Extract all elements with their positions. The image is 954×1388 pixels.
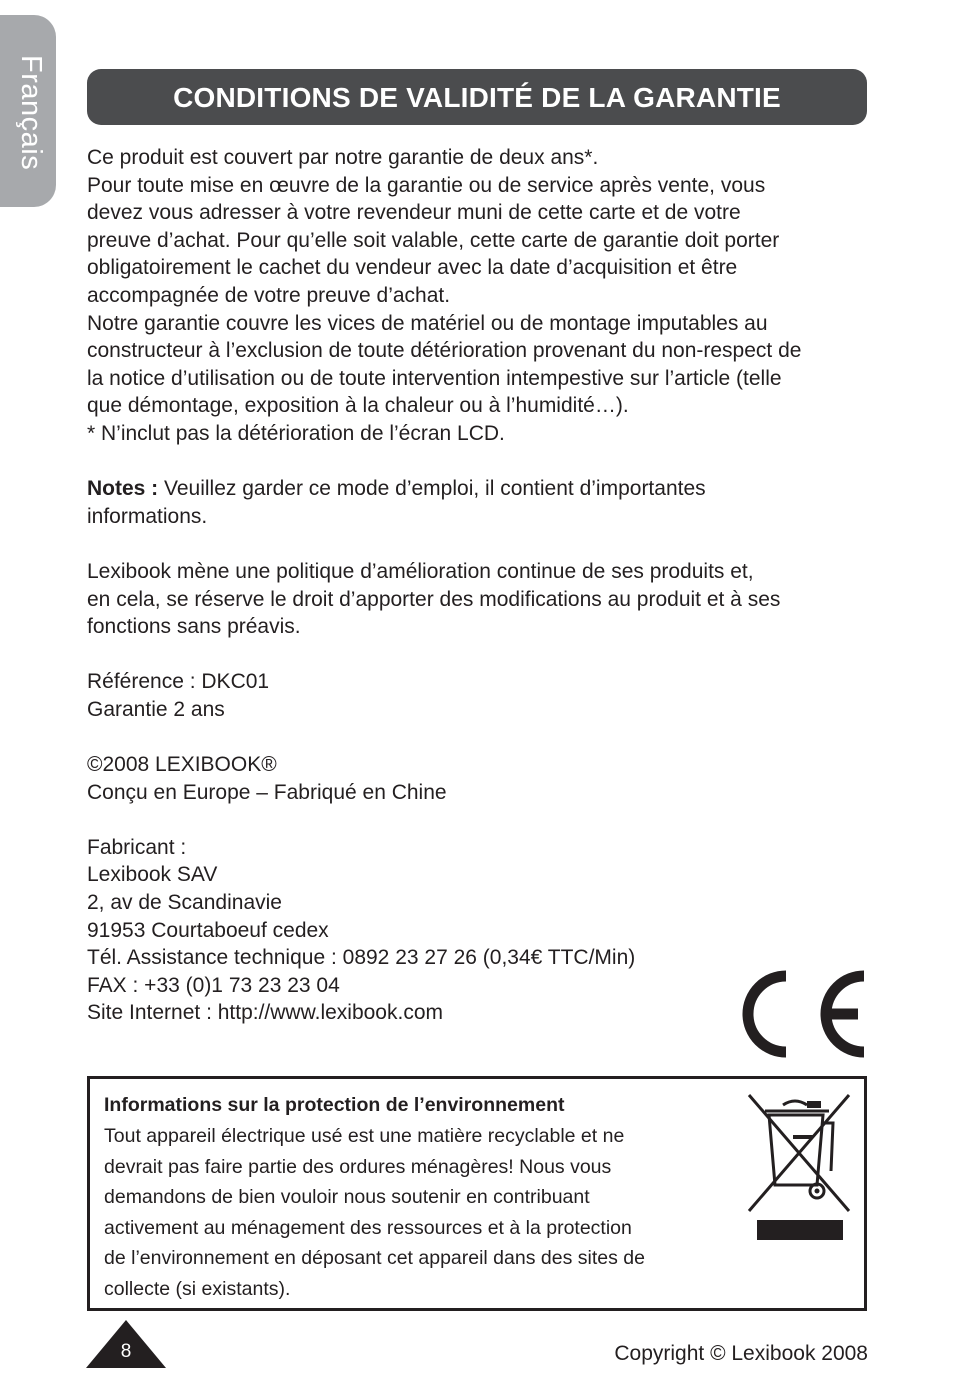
policy-line: fonctions sans préavis. (87, 615, 301, 639)
warranty-line: que démontage, exposition à la chaleur ou à l’humidité…). (87, 394, 629, 418)
warranty-line: obligatoirement le cachet du vendeur avec la date d’acquisition et être (87, 256, 738, 280)
warranty-line: Notre garantie couvre les vices de matériel ou de montage imputables au (87, 311, 768, 335)
environment-line: de l’environnement en déposant cet appareil dans des sites de (104, 1247, 645, 1269)
page-number: 8 (120, 1341, 132, 1362)
origin-made: Conçu en Europe – Fabriqué en Chine (87, 780, 447, 804)
reference-section (87, 668, 887, 723)
manufacturer-line: FAX : +33 (0)1 73 23 23 04 (87, 973, 340, 997)
warranty-line: constructeur à l’exclusion de toute détérioration provenant du non-respect de (87, 339, 802, 363)
title-bar (87, 69, 867, 125)
warranty-section (87, 144, 887, 448)
notes-section (87, 475, 887, 530)
environment-line: collecte (si existants). (104, 1277, 291, 1300)
environment-heading: Informations sur la protection de l’environnement (104, 1094, 565, 1116)
policy-line: en cela, se réserve le droit d’apporter des modifications au produit et à ses (87, 587, 781, 611)
manufacturer-line: 91953 Courtaboeuf cedex (87, 918, 329, 942)
notes-text: informations. (87, 504, 208, 528)
warranty-line: devez vous adresser à votre revendeur muni de cette carte et de votre (87, 201, 741, 225)
body-text (87, 144, 887, 1027)
environment-text (104, 1091, 714, 1304)
policy-line: Lexibook mène une politique d’amélioration continue de ses produits et, (87, 559, 754, 583)
warranty-line: Ce produit est couvert par notre garantie de deux ans*. (87, 146, 599, 169)
environment-line: activement au ménagement des ressources et à la protection (104, 1216, 632, 1239)
reference-text: Référence : DKC01 (87, 670, 270, 694)
warranty-line: Pour toute mise en œuvre de la garantie ou de service après vente, vous (87, 173, 766, 197)
page-title: CONDITIONS DE VALIDITÉ DE LA GARANTIE (173, 82, 781, 113)
warranty-line: la notice d’utilisation ou de toute intervention intempestive sur l’article (telle (87, 366, 782, 390)
environment-line: devrait pas faire partie des ordures ménagères! Nous vous (104, 1155, 612, 1178)
language-tab-label: Français (15, 55, 47, 171)
policy-section (87, 558, 887, 641)
environment-box (87, 1076, 867, 1311)
origin-section (87, 751, 887, 806)
footer-copyright: Copyright © Lexibook 2008 (614, 1342, 868, 1365)
guarantee-text: Garantie 2 ans (87, 697, 225, 721)
notes-label: Notes : (87, 477, 159, 501)
manufacturer-line: Lexibook SAV (87, 863, 218, 887)
ce-mark-icon (740, 968, 870, 1060)
notes-text: Veuillez garder ce mode d’emploi, il contient d’importantes (158, 477, 706, 501)
manufacturer-line: Tél. Assistance technique : 0892 23 27 26 (0,34€ TTC/Min) (87, 946, 636, 970)
environment-line: Tout appareil électrique usé est une matière recyclable et ne (104, 1125, 625, 1147)
warranty-line: preuve d’achat. Pour qu’elle soit valable, cette carte de garantie doit porter (87, 228, 780, 252)
manufacturer-line: 2, av de Scandinavie (87, 891, 282, 915)
environment-line: demandons de bien vouloir nous soutenir en contribuant (104, 1186, 590, 1208)
manufacturer-line: Site Internet : http://www.lexibook.com (87, 1001, 443, 1025)
manufacturer-line: Fabricant : (87, 835, 187, 859)
origin-copyright: ©2008 LEXIBOOK® (87, 753, 277, 777)
warranty-line: * N’inclut pas la détérioration de l’écran LCD. (87, 421, 505, 445)
language-tab (0, 15, 56, 207)
warranty-line: accompagnée de votre preuve d’achat. (87, 283, 451, 307)
crossed-out-bin-icon (745, 1091, 855, 1241)
